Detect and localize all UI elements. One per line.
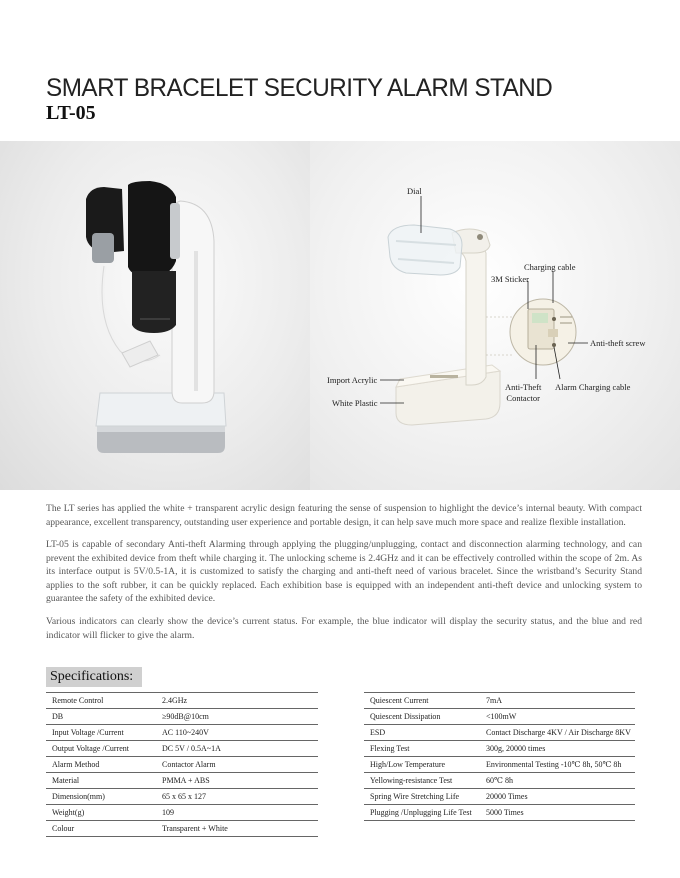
spec-value: <100mW [480, 709, 635, 725]
spec-value: Contact Discharge 4KV / Air Discharge 8KV [480, 725, 635, 741]
spec-key: DB [46, 709, 156, 725]
description-paragraph-3: Various indicators can clearly show the device’s current status. For example, the blue indicator will display the security status, and the blue and red indicator will flicker to give the alarm. [46, 616, 642, 641]
spec-value: PMMA + ABS [156, 773, 318, 789]
callout-import-acrylic: Import Acrylic [327, 375, 378, 385]
spec-key: Flexing Test [364, 741, 480, 757]
spec-key: Input Voltage /Current [46, 725, 156, 741]
spec-key: Spring Wire Stretching Life [364, 789, 480, 805]
spec-row [46, 725, 318, 741]
spec-row [364, 789, 635, 805]
spec-key: Remote Control [46, 693, 156, 709]
spec-row [364, 773, 635, 789]
spec-key: ESD [364, 725, 480, 741]
description-paragraph-2: LT-05 is capable of secondary Anti-theft Alarming through applying the plugging/unplugging, contact and disconnection alarming technology, and can prevent the exhibited device from theft while charging it. The unlocking scheme is 2.4GHz and it can be effectively controlled within the scope of 2m. As its interface output is 5V/0.5-1A, it is customized to satisfy the charging and anti-theft need of various bracelet. Since the wristband’s Security Stand applies to the soft rubber, it can be quickly replaced. Each exhibition base is equipped with an independent anti-theft device and unlocking system to guarantee the safety of the exhibited device. [46, 539, 642, 604]
spec-row [46, 773, 318, 789]
spec-row [46, 789, 318, 805]
description-paragraph-1: The LT series has applied the white + transparent acrylic design featuring the sense of suspension to highlight the device’s internal beauty. With compact appearance, excellent transparency, outstanding user experience and portable design, it can help save much more space and realize flexible installation. [46, 503, 642, 528]
spec-key: Plugging /Unplugging Life Test [364, 805, 480, 821]
spec-key: Quiescent Current [364, 693, 480, 709]
spec-value: AC 110~240V [156, 725, 318, 741]
spec-value: Contactor Alarm [156, 757, 318, 773]
specifications-heading: Specifications: [46, 667, 142, 687]
spec-value: Transparent + White [156, 821, 318, 837]
spec-key: Alarm Method [46, 757, 156, 773]
callout-white-plastic: White Plastic [332, 398, 378, 408]
page-title: SMART BRACELET SECURITY ALARM STAND [46, 74, 553, 102]
spec-key: Weight(g) [46, 805, 156, 821]
spec-key: Quiescent Dissipation [364, 709, 480, 725]
spec-value: 7mA [480, 693, 635, 709]
spec-row [46, 709, 318, 725]
callout-charging-cable: Charging cable [524, 262, 576, 272]
spec-row [46, 805, 318, 821]
spec-key: Colour [46, 821, 156, 837]
model-number: LT-05 [46, 102, 96, 124]
spec-key: High/Low Temperature [364, 757, 480, 773]
spec-key: Yellowing-resistance Test [364, 773, 480, 789]
spec-value: 5000 Times [480, 805, 635, 821]
spec-row [364, 757, 635, 773]
spec-key: Material [46, 773, 156, 789]
spec-row [46, 693, 318, 709]
spec-table-right [364, 692, 635, 821]
left-stand-drawing [86, 181, 226, 453]
spec-table-left [46, 692, 318, 837]
callout-contactor-line2: Contactor [506, 393, 540, 403]
spec-value: 109 [156, 805, 318, 821]
callout-3m-sticker: 3M Sticker [491, 274, 530, 284]
callout-anti-theft-contactor [505, 382, 541, 404]
spec-value: 300g, 20000 times [480, 741, 635, 757]
spec-row [46, 821, 318, 837]
spec-value: 65 x 65 x 127 [156, 789, 318, 805]
callout-alarm-charging-cable: Alarm Charging cable [555, 382, 631, 392]
spec-value: ≥90dB@10cm [156, 709, 318, 725]
spec-value: 2.4GHz [156, 693, 318, 709]
callout-dial: Dial [407, 186, 422, 196]
spec-value: DC 5V / 0.5A~1A [156, 741, 318, 757]
spec-key: Output Voltage /Current [46, 741, 156, 757]
product-hero [0, 141, 680, 490]
spec-key: Dimension(mm) [46, 789, 156, 805]
spec-row [46, 757, 318, 773]
callout-contactor-line1: Anti-Theft [505, 382, 542, 392]
spec-value: 20000 Times [480, 789, 635, 805]
spec-row [364, 693, 635, 709]
callout-anti-theft-screw: Anti-theft screw [590, 338, 646, 348]
spec-row [364, 741, 635, 757]
spec-row [364, 805, 635, 821]
spec-row [364, 709, 635, 725]
spec-value: 60℃ 8h [480, 773, 635, 789]
spec-row [364, 725, 635, 741]
product-illustration [0, 141, 680, 490]
spec-row [46, 741, 318, 757]
spec-value: Environmental Testing -10℃ 8h, 50℃ 8h [480, 757, 635, 773]
